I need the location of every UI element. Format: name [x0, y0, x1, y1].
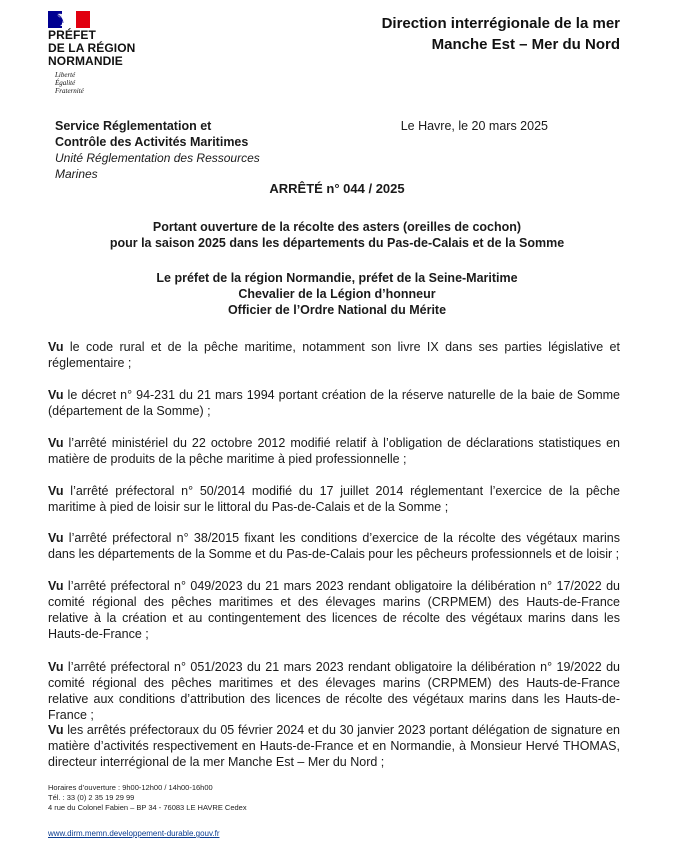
service-name: Service Réglementation et — [55, 119, 212, 133]
visa-prefix: Vu — [48, 340, 64, 354]
republic-motto — [55, 71, 84, 95]
direction-line: Direction interrégionale de la mer — [381, 15, 620, 32]
visa-prefix: Vu — [48, 436, 64, 450]
arrete-number: ARRÊTÉ n° 044 / 2025 — [269, 181, 405, 196]
motto-liberte: Liberté — [55, 71, 76, 79]
service-block — [55, 118, 260, 182]
visa-paragraph — [48, 578, 620, 642]
visa-text: l’arrêté préfectoral n° 049/2023 du 21 mars 2023 rendant obligatoire la délibération n° 17/2022 du comité régional des pêches maritimes et des élevages marins (CRPMEM) des Hauts-de-France relative à la création et au contingentement des licences de récolte des végétaux marins dans les Hauts-de-France ; — [48, 579, 620, 641]
prefet-title-line: Le préfet de la région Normandie, préfet de la Seine-Maritime — [156, 271, 518, 285]
arrete-subject — [0, 219, 674, 251]
subject-line: pour la saison 2025 dans les départements du Pas-de-Calais et de la Somme — [109, 236, 565, 250]
visa-text: l’arrêté préfectoral n° 38/2015 fixant les conditions d’exercice de la récolte des végétaux marins dans les départements de la Somme et du Pas-de-Calais pour les pêcheurs professionnels et de loisir ; — [48, 531, 620, 561]
postal-address: 4 rue du Colonel Fabien – BP 34 - 76083 LE HAVRE Cedex — [48, 803, 247, 812]
logo-line: PRÉFET — [48, 28, 96, 42]
motto-fraternite: Fraternité — [55, 87, 84, 95]
visa-paragraph — [48, 387, 620, 419]
visa-text: les arrêtés préfectoraux du 05 février 2024 et du 30 janvier 2023 portant délégation de signature en matière d’activités respectivement en Hauts-de-France et en Normandie, à Monsieur Hervé THOMAS, directeur interrégional de la mer Manche Est – Mer du Nord ; — [48, 723, 620, 769]
visa-text: l’arrêté préfectoral n° 051/2023 du 21 mars 2023 rendant obligatoire la délibération n° 19/2022 du comité régional des pêches maritimes et des élevages marins (CRPMEM) des Hauts-de-France relative aux conditions d’attribution des licences de récolte des végétaux marins dans les Hauts-de-France ; — [48, 660, 620, 722]
website-link[interactable]: www.dirm.memn.developpement-durable.gouv.fr — [48, 829, 220, 838]
service-name: Contrôle des Activités Maritimes — [55, 135, 249, 149]
prefet-titles — [0, 270, 674, 318]
visa-paragraph — [48, 435, 620, 467]
prefet-title-line: Officier de l’Ordre National du Mérite — [227, 303, 447, 317]
visa-paragraph — [48, 483, 620, 515]
visa-paragraph — [48, 530, 620, 562]
visa-text: l’arrêté préfectoral n° 50/2014 modifié du 17 juillet 2014 réglementant l’exercice de la pêche maritime à pied de loisir sur le littoral du Pas-de-Calais et de la Somme ; — [48, 484, 620, 514]
prefet-title-line: Chevalier de la Légion d’honneur — [238, 287, 436, 301]
opening-hours: Horaires d’ouverture : 9h00-12h00 / 14h00-16h00 — [48, 783, 213, 792]
motto-egalite: Égalité — [55, 79, 76, 87]
visa-paragraph — [48, 722, 620, 770]
logo-line: DE LA RÉGION — [48, 41, 136, 55]
marianne-logo-icon — [48, 11, 92, 28]
visa-text: le décret n° 94-231 du 21 mars 1994 portant création de la réserve naturelle de la baie de Somme (département de la Somme) ; — [48, 388, 620, 418]
visa-paragraph — [48, 659, 620, 723]
phone-number: Tél. : 33 (0) 2 35 19 29 99 — [48, 793, 135, 802]
unit-name: Marines — [55, 167, 98, 181]
visa-prefix: Vu — [48, 579, 64, 593]
place-and-date: Le Havre, le 20 mars 2025 — [400, 119, 548, 133]
visa-paragraph — [48, 339, 620, 371]
logo-line: NORMANDIE — [48, 54, 123, 68]
visa-prefix: Vu — [48, 388, 64, 402]
unit-name: Unité Réglementation des Ressources — [55, 151, 260, 165]
issuing-direction — [382, 13, 620, 55]
footer-contact — [48, 783, 247, 813]
visa-text: le code rural et de la pêche maritime, notamment son livre IX dans ses parties législative et réglementaire ; — [48, 340, 620, 370]
visa-text: l’arrêté ministériel du 22 octobre 2012 modifié relatif à l’obligation de déclarations statistiques en matière de produits de la pêche maritime à pied professionnelle ; — [48, 436, 620, 466]
direction-line: Manche Est – Mer du Nord — [431, 36, 620, 53]
prefet-region-logo-text — [48, 29, 135, 68]
subject-line: Portant ouverture de la récolte des asters (oreilles de cochon) — [152, 220, 522, 234]
visa-prefix: Vu — [48, 660, 64, 674]
visa-prefix: Vu — [48, 723, 64, 737]
visa-prefix: Vu — [48, 531, 64, 545]
visa-prefix: Vu — [48, 484, 64, 498]
